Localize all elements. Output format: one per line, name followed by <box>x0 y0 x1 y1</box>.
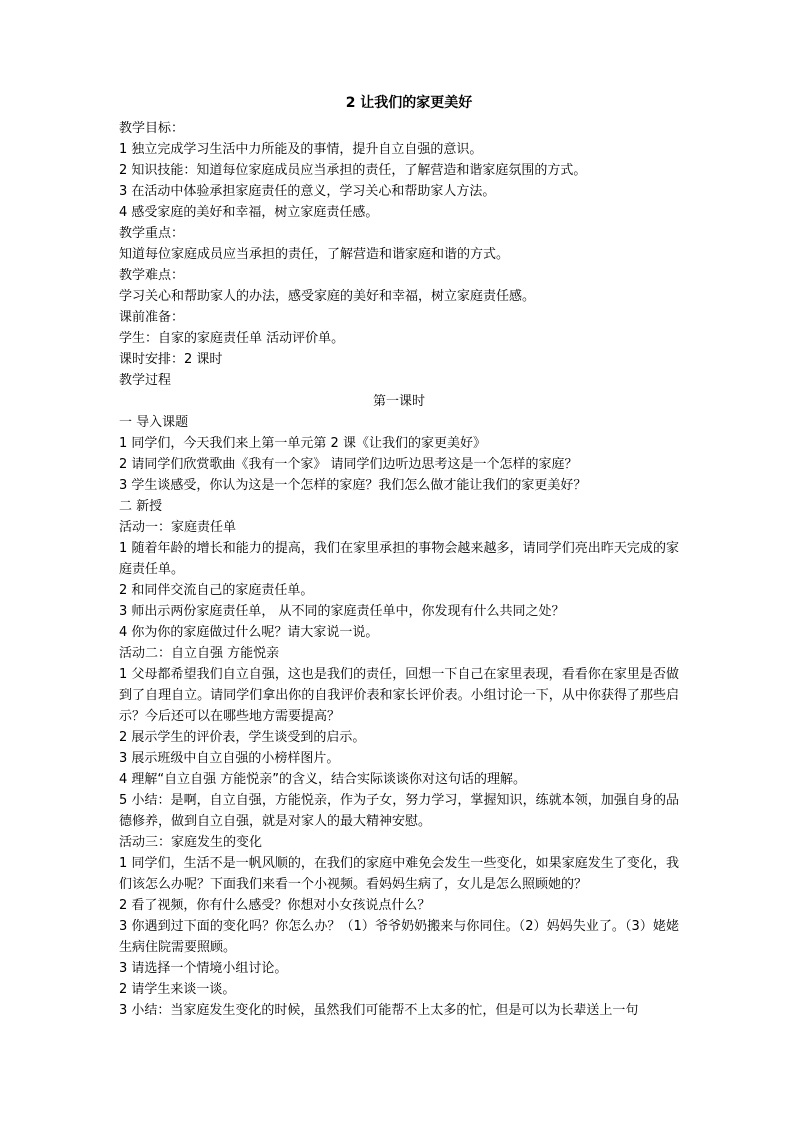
activity-three-step-2: 2 看了视频，你有什么感受？你想对小女孩说点什么？ <box>119 898 431 913</box>
activity-three-step-1: 1 同学们，生活不是一帆风顺的，在我们的家庭中难免会发生一些变化，如果家庭发生了变化，我们该怎么办呢？下面我们来看一个小视频。看妈妈生病了，女儿是怎么照顾她的？ <box>119 856 679 892</box>
section-heading-key-points: 教学重点： <box>119 226 185 241</box>
preparation-text: 学生：自家的家庭责任单 活动评价单。 <box>119 331 345 346</box>
objective-2: 2 知识技能：知道每位家庭成员应当承担的责任，了解营造和谐家庭氛围的方式。 <box>119 163 587 178</box>
document-title: 2 让我们的家更美好 <box>345 95 473 111</box>
activity-one-step-4: 4 你为你的家庭做过什么呢？请大家说一说。 <box>119 625 379 640</box>
lesson-one-heading: 第一课时 <box>372 394 425 409</box>
activity-two-step-4: 4 理解“自立自强 方能悦亲”的含义，结合实际谈谈你对这句话的理解。 <box>119 772 527 787</box>
activity-two-step-1: 1 父母都希望我们自立自强，这也是我们的责任，回想一下自己在家里表现，看看你在家里是否做到了自理自立。请同学们拿出你的自我评价表和家长评价表。小组讨论一下，从中你获得了那些启示？今后还可以在哪些地方需要提高？ <box>119 667 679 724</box>
part-two-heading: 二 新授 <box>119 499 163 514</box>
activity-two-summary: 5 小结：是啊，自立自强，方能悦亲，作为子女，努力学习，掌握知识，练就本领，加强自身的品德修养，做到自立自强，就是对家人的最大精神安慰。 <box>119 793 679 829</box>
intro-step-3: 3 学生谈感受，你认为这是一个怎样的家庭？我们怎么做才能让我们的家更美好？ <box>119 478 587 493</box>
part-one-heading: 一 导入课题 <box>119 415 189 430</box>
schedule-text: 课时安排：2 课时 <box>119 352 223 367</box>
activity-one-step-3: 3 师出示两份家庭责任单， 从不同的家庭责任单中，你发现有什么共同之处？ <box>119 604 565 619</box>
objective-3: 3 在活动中体验承担家庭责任的意义，学习关心和帮助家人方法。 <box>119 184 496 199</box>
section-heading-process: 教学过程 <box>119 373 172 388</box>
intro-step-1: 1 同学们，今天我们来上第一单元第 2 课《让我们的家更美好》 <box>119 436 486 451</box>
intro-step-2: 2 请同学们欣赏歌曲《我有一个家》 请同学们边听边思考这是一个怎样的家庭？ <box>119 457 578 472</box>
activity-three-heading: 活动三：家庭发生的变化 <box>119 835 263 850</box>
section-heading-objectives: 教学目标： <box>119 121 185 136</box>
activity-one-step-2: 2 和同伴交流自己的家庭责任单。 <box>119 583 314 598</box>
objective-1: 1 独立完成学习生活中力所能及的事情，提升自立自强的意识。 <box>119 142 483 157</box>
document-page <box>119 92 679 1021</box>
difficulties-text: 学习关心和帮助家人的办法，感受家庭的美好和幸福，树立家庭责任感。 <box>119 289 536 304</box>
activity-three-step-4: 3 请选择一个情境小组讨论。 <box>119 961 288 976</box>
activity-one-step-1: 1 随着年龄的增长和能力的提高，我们在家里承担的事物会越来越多，请同学们亮出昨天完成的家庭责任单。 <box>119 541 679 577</box>
key-points-text: 知道每位家庭成员应当承担的责任，了解营造和谐家庭和谐的方式。 <box>119 247 510 262</box>
activity-three-step-5: 2 请学生来谈一谈。 <box>119 982 236 997</box>
activity-one-heading: 活动一：家庭责任单 <box>119 520 237 535</box>
objective-4: 4 感受家庭的美好和幸福，树立家庭责任感。 <box>119 205 379 220</box>
activity-three-step-3: 3 你遇到过下面的变化吗？你怎么办？（1）爷爷奶奶搬来与你同住。（2）妈妈失业了。（3）姥姥生病住院需要照顾。 <box>119 919 679 955</box>
section-heading-preparation: 课前准备： <box>119 310 185 325</box>
activity-two-step-2: 2 展示学生的评价表，学生谈受到的启示。 <box>119 730 366 745</box>
activity-three-summary: 3 小结：当家庭发生变化的时候，虽然我们可能帮不上太多的忙，但是可以为长辈送上一句 <box>119 1003 639 1018</box>
section-heading-difficulties: 教学难点： <box>119 268 185 283</box>
activity-two-heading: 活动二：自立自强 方能悦亲 <box>119 646 280 661</box>
activity-two-step-3: 3 展示班级中自立自强的小榜样图片。 <box>119 751 340 766</box>
